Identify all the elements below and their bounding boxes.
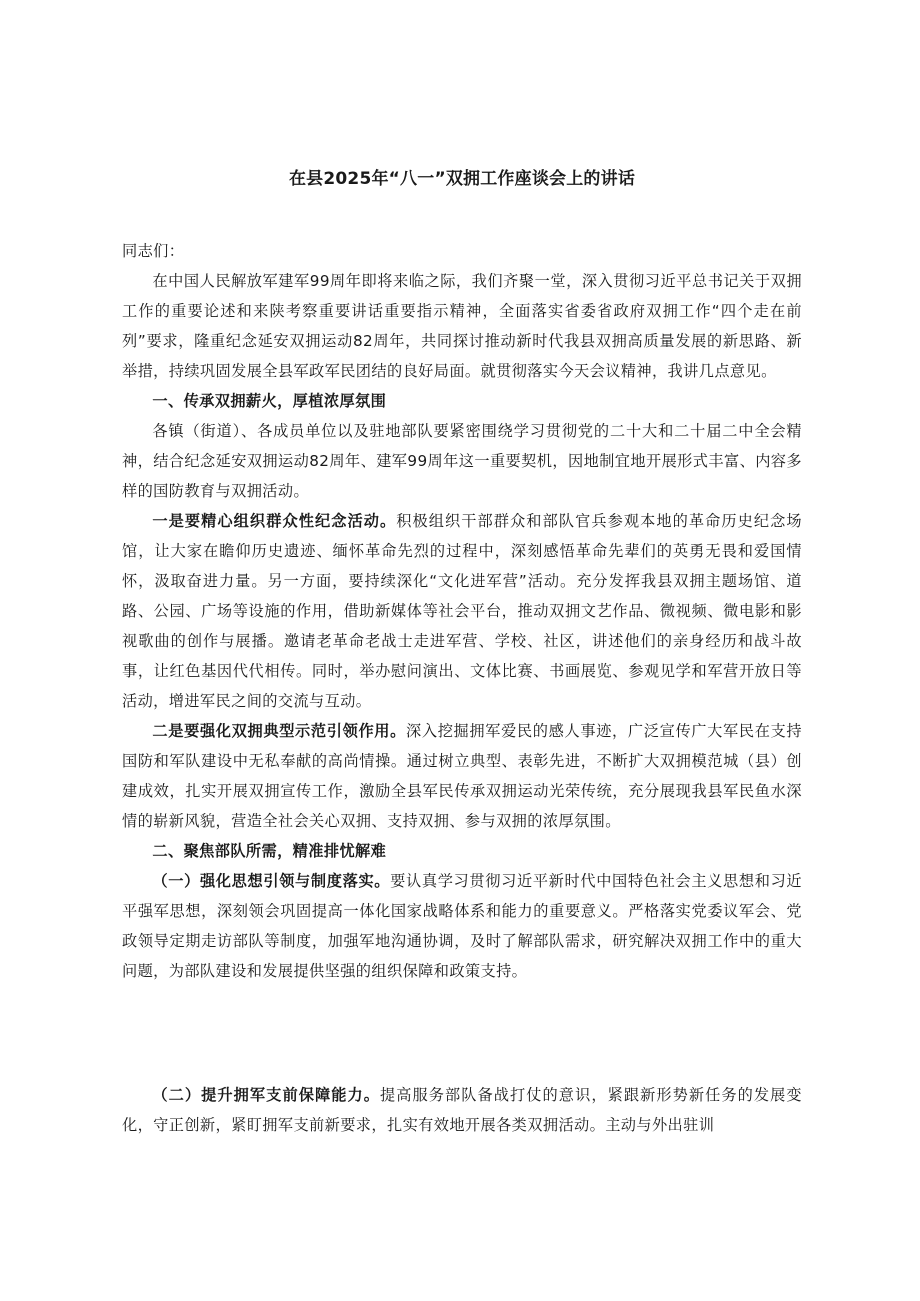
section-2-point-1-text: 要认真学习贯彻习近平新时代中国特色社会主义思想和习近平强军思想，深刻领会巩固提高一体化国家战略体系和能力的重要意义。严格落实党委议军会、党政领导定期走访部队等制度，加强军地沟通协调，及时了解部队需求，研究解决双拥工作中的重大问题，为部队建设和发展提供坚强的组织保障和政策支持。 bbox=[122, 872, 803, 980]
intro-paragraph: 在中国人民解放军建军99周年即将来临之际，我们齐聚一堂，深入贯彻习近平总书记关于双拥工作的重要论述和来陕考察重要讲话重要指示精神，全面落实省委省政府双拥工作“四个走在前列”要求，隆重纪念延安双拥运动82周年，共同探讨推动新时代我县双拥高质量发展的新思路、新举措，持续巩固发展全县军政军民团结的良好局面。就贯彻落实今天会议精神，我讲几点意见。 bbox=[122, 272, 802, 380]
section-1-paragraph-2 bbox=[122, 506, 802, 716]
section-1-point-1-lead: 一是要精心组织群众性纪念活动。 bbox=[152, 512, 397, 530]
section-1-point-2-text: 深入挖掘拥军爱民的感人事迹，广泛宣传广大军民在支持国防和军队建设中无私奉献的高尚情操。通过树立典型、表彰先进，不断扩大双拥模范城（县）创建成效，扎实开展双拥宣传工作，激励全县军民传承双拥运动光荣传统，充分展现我县军民鱼水深情的崭新风貌，营造全社会关心双拥、支持双拥、参与双拥的浓厚氛围。 bbox=[122, 722, 802, 830]
section-1-paragraph-3 bbox=[122, 716, 802, 836]
document-body-bottom bbox=[122, 1080, 802, 1140]
section-1-point-1-text: 积极组织干部群众和部队官兵参观本地的革命历史纪念场馆，让大家在瞻仰历史遗迹、缅怀革命先烈的过程中，深刻感悟革命先辈们的英勇无畏和爱国情怀，汲取奋进力量。另一方面，要持续深化“文化进军营”活动。充分发挥我县双拥主题场馆、道路、公园、广场等设施的作用，借助新媒体等社会平台，推动双拥文艺作品、微视频、微电影和影视歌曲的创作与展播。邀请老革命老战士走进军营、学校、社区，讲述他们的亲身经历和战斗故事，让红色基因代代相传。同时，举办慰问演出、文体比赛、书画展览、参观见学和军营开放日等活动，增进军民之间的交流与互动。 bbox=[122, 512, 803, 710]
document-body-top bbox=[122, 236, 802, 986]
section-1-paragraph-1: 各镇（街道）、各成员单位以及驻地部队要紧密围绕学习贯彻党的二十大和二十届二中全会精神，结合纪念延安双拥运动82周年、建军99周年这一重要契机，因地制宜地开展形式丰富、内容多样的国防教育与双拥活动。 bbox=[122, 422, 802, 500]
section-1-heading: 一、传承双拥薪火，厚植浓厚氛围 bbox=[152, 392, 387, 410]
section-2-heading: 二、聚焦部队所需，精准排忧解难 bbox=[152, 842, 387, 860]
page-title: 在县2025年“八一”双拥工作座谈会上的讲话 bbox=[288, 169, 636, 189]
salutation: 同志们： bbox=[122, 242, 185, 260]
section-2-paragraph-1 bbox=[122, 866, 802, 986]
section-2-point-1-lead: （一）强化思想引领与制度落实。 bbox=[152, 872, 391, 890]
section-1-point-2-lead: 二是要强化双拥典型示范引领作用。 bbox=[152, 722, 406, 740]
section-2-paragraph-2 bbox=[122, 1080, 802, 1140]
section-2-point-2-lead: （二）提升拥军支前保障能力。 bbox=[152, 1086, 380, 1104]
section-2-point-2-text: 提高服务部队备战打仗的意识，紧跟新形势新任务的发展变化，守正创新，紧盯拥军支前新要求，扎实有效地开展各类双拥活动。主动与外出驻训 bbox=[122, 1086, 802, 1134]
